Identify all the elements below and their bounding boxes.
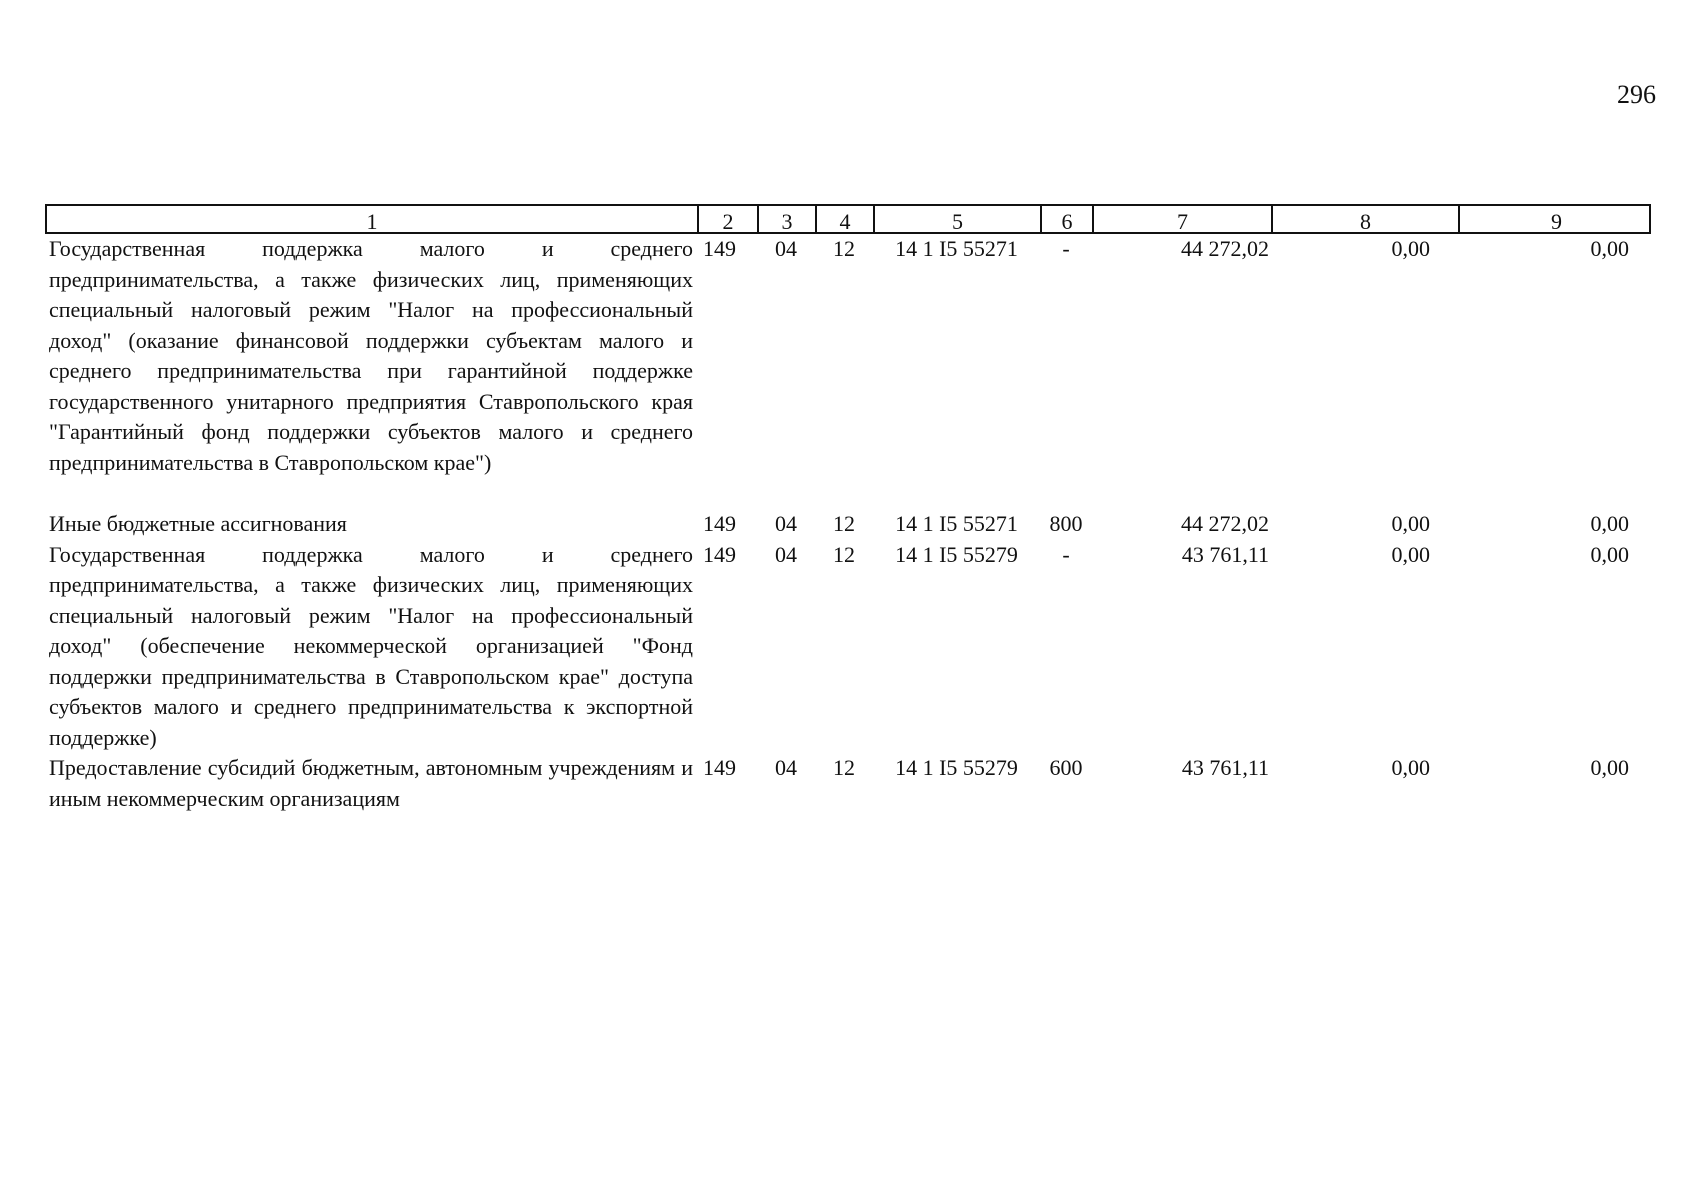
cell-section: 04 <box>775 236 797 261</box>
cell-section: 04 <box>775 511 797 536</box>
budget-table <box>45 204 1651 814</box>
cell-subsection: 12 <box>833 236 855 261</box>
cell-amount-7: 43 761,11 <box>1181 755 1269 780</box>
column-header-4: 4 <box>817 206 875 232</box>
cell-amount-9: 0,00 <box>1590 755 1629 780</box>
cell-amount-9: 0,00 <box>1590 511 1629 536</box>
table-body <box>45 234 1651 814</box>
table-row <box>45 753 1651 814</box>
table-row <box>45 509 1651 540</box>
cell-section: 04 <box>775 541 797 567</box>
row-name: Предоставление субсидий бюджетным, автономным учреждениям и иным некоммерческим организациям <box>49 755 693 811</box>
row-name: Государственная поддержка малого и среднего предпринимательства, а также физических лиц, применяющих специальный налоговый режим "Налог на профессиональный доход" (обеспечение некоммерческой организацией "Фонд поддержки предпринимательства в Ставропольском крае" доступа субъектов малого и среднего предпринимательства к экспортной поддержке) <box>49 541 693 750</box>
cell-ministry: 149 <box>703 755 736 780</box>
cell-amount-8: 0,00 <box>1391 541 1430 567</box>
table-row <box>45 540 1651 754</box>
column-header-8: 8 <box>1273 206 1460 232</box>
cell-amount-8: 0,00 <box>1391 236 1430 261</box>
cell-ministry: 149 <box>703 511 736 536</box>
cell-target-article: 14 1 I5 55271 <box>895 236 1018 261</box>
cell-expense-type: 800 <box>1049 511 1083 536</box>
cell-section: 04 <box>775 755 797 780</box>
cell-subsection: 12 <box>833 541 855 567</box>
column-header-1: 1 <box>47 206 699 232</box>
cell-target-article: 14 1 I5 55271 <box>895 511 1018 536</box>
column-header-9: 9 <box>1551 209 1562 232</box>
cell-ministry: 149 <box>703 541 736 567</box>
column-header-7: 7 <box>1094 206 1273 232</box>
column-header-5: 5 <box>875 206 1042 232</box>
page-number: 296 <box>1617 80 1656 109</box>
row-name: Государственная поддержка малого и среднего предпринимательства, а также физических лиц, применяющих специальный налоговый режим "Налог на профессиональный доход" (оказание финансовой поддержки субъектам малого и среднего предпринимательства при гарантийной поддержке государственного унитарного предприятия Ставропольского края "Гарантийный фонд поддержки субъектов малого и среднего предпринимательства в Ставропольском крае") <box>49 236 693 475</box>
cell-amount-8: 0,00 <box>1391 755 1430 780</box>
cell-amount-7: 44 272,02 <box>1181 236 1269 261</box>
row-name: Иные бюджетные ассигнования <box>49 511 347 536</box>
column-header-3: 3 <box>759 206 817 232</box>
cell-subsection: 12 <box>833 511 855 536</box>
cell-amount-9: 0,00 <box>1590 236 1629 261</box>
table-row <box>45 234 1651 478</box>
cell-expense-type: - <box>1062 541 1070 567</box>
column-header-6: 6 <box>1042 206 1094 232</box>
cell-amount-8: 0,00 <box>1391 511 1430 536</box>
cell-target-article: 14 1 I5 55279 <box>895 755 1018 780</box>
cell-subsection: 12 <box>833 755 855 780</box>
cell-expense-type: - <box>1062 236 1070 261</box>
cell-expense-type: 600 <box>1049 755 1083 780</box>
cell-ministry: 149 <box>703 236 736 261</box>
cell-target-article: 14 1 I5 55279 <box>895 541 1018 567</box>
column-header-2: 2 <box>699 206 759 232</box>
table-header-row <box>45 204 1651 234</box>
cell-amount-7: 43 761,11 <box>1181 541 1269 567</box>
cell-amount-7: 44 272,02 <box>1181 511 1269 536</box>
cell-amount-9: 0,00 <box>1590 541 1629 567</box>
